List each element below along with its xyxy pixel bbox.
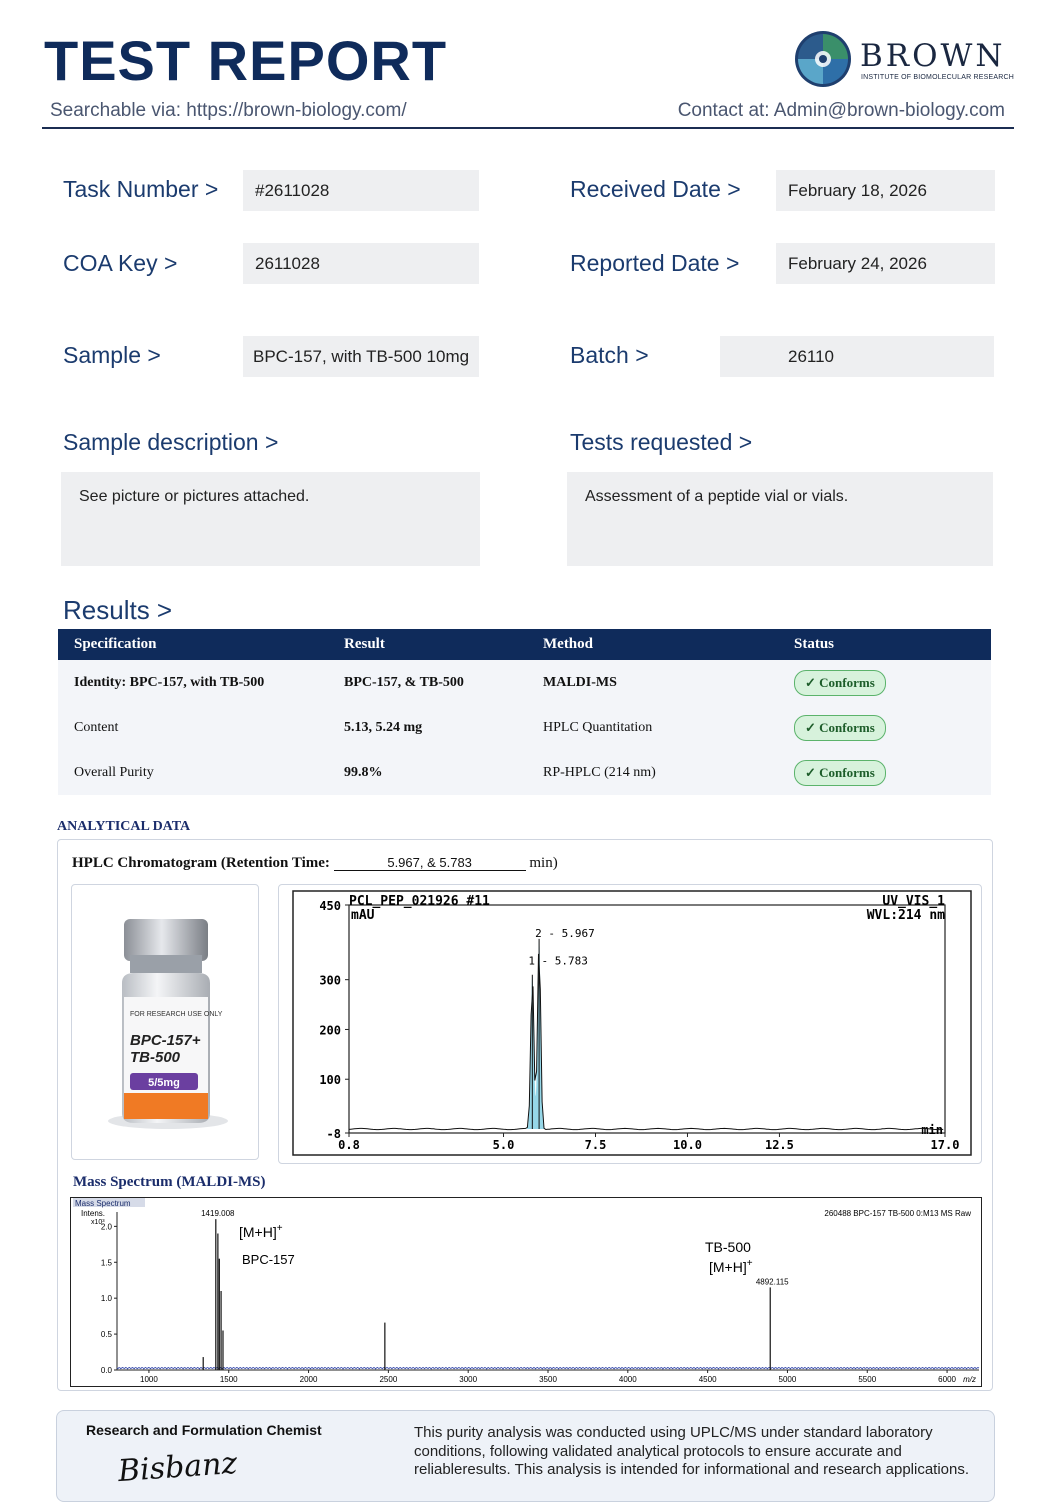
hplc-ylabel: mAU	[351, 908, 375, 923]
ms-title: Mass Spectrum	[75, 1199, 131, 1208]
vial-label-line1: FOR RESEARCH USE ONLY	[130, 1011, 223, 1018]
coa-key-field: 2611028	[243, 243, 479, 284]
col-status: Status	[778, 629, 991, 660]
table-row	[58, 660, 991, 705]
hplc-prefix: HPLC Chromatogram (Retention Time:	[72, 855, 330, 871]
results-table	[58, 629, 991, 795]
report-title: TEST REPORT	[44, 29, 448, 92]
vial-image-panel	[71, 884, 259, 1160]
received-date-label: Received Date >	[570, 176, 741, 202]
hplc-heading	[72, 855, 558, 872]
ms-peak-label: 4892.115	[755, 1277, 789, 1287]
reported-date-label: Reported Date >	[570, 250, 740, 276]
hplc-title: PCL_PEP_021926 #11	[349, 894, 490, 909]
status-badge: ✓ Conforms	[794, 670, 886, 696]
cell-spec: Identity: BPC-157, with TB-500	[58, 660, 328, 705]
status-badge: ✓ Conforms	[794, 760, 886, 786]
chemist-signature: Bisbanz	[116, 1445, 239, 1490]
searchable-url[interactable]: Searchable via: https://brown-biology.com/	[50, 100, 407, 121]
contact-email[interactable]: Contact at: Admin@brown-biology.com	[677, 100, 1005, 121]
ms-chart-panel	[70, 1197, 982, 1387]
hplc-channel: UV_VIS_1	[882, 894, 945, 909]
cell-result: 99.8%	[328, 750, 527, 795]
vial-label-line2: BPC-157+	[130, 1032, 201, 1049]
x-tick-label: 17.0	[930, 1138, 960, 1152]
analytical-data-heading: ANALYTICAL DATA	[57, 819, 191, 834]
vial-label-line3: TB-500	[130, 1049, 181, 1066]
bpc-ion-label: [M+H]+	[239, 1223, 283, 1240]
task-number-label: Task Number >	[63, 176, 219, 202]
y-tick-label: 1.5	[100, 1258, 112, 1268]
x-tick-label: 12.5	[764, 1138, 794, 1152]
col-method: Method	[527, 629, 778, 660]
mass-spectrum	[71, 1198, 981, 1386]
reported-date-field: February 24, 2026	[776, 243, 995, 284]
ms-xlabel: m/z	[963, 1375, 976, 1384]
col-specification: Specification	[58, 629, 328, 660]
hplc-wavelength: WVL:214 nm	[866, 908, 945, 923]
x-tick-label: 2000	[299, 1375, 318, 1384]
received-date-field: February 18, 2026	[776, 170, 995, 211]
y-tick-label: 450	[319, 899, 341, 913]
bpc-name-label: BPC-157	[242, 1252, 295, 1267]
vial-dose: 5/5mg	[148, 1077, 180, 1089]
brown-logo-icon	[794, 30, 852, 88]
status-badge: ✓ Conforms	[794, 715, 886, 741]
hplc-chart-panel	[278, 884, 982, 1164]
x-tick-label: 3500	[539, 1375, 557, 1384]
cell-method: HPLC Quantitation	[527, 705, 778, 750]
cell-spec: Content	[58, 705, 328, 750]
cell-method: RP-HPLC (214 nm)	[527, 750, 778, 795]
ms-ylabel: Intens.	[81, 1209, 106, 1218]
peptide-vial-image	[72, 885, 258, 1159]
y-tick-label: 100	[319, 1073, 341, 1088]
x-tick-label: 10.0	[673, 1138, 702, 1152]
y-tick-label: 300	[319, 973, 341, 988]
x-tick-label: 0.8	[338, 1138, 360, 1152]
y-tick-label: 1.0	[100, 1294, 112, 1304]
peak-label: 1 - 5.783	[528, 954, 588, 968]
x-tick-label: 5.0	[492, 1138, 515, 1152]
y-tick-label: 2.0	[100, 1222, 112, 1232]
y-tick-label: 200	[319, 1023, 341, 1038]
batch-field: 26110	[720, 336, 994, 377]
col-result: Result	[328, 629, 527, 660]
sample-label: Sample >	[63, 342, 161, 368]
ms-baseline	[117, 1368, 979, 1369]
ms-peak-label: 1419.008	[201, 1209, 235, 1219]
x-tick-label: 4000	[618, 1375, 637, 1384]
peak-area	[524, 939, 548, 1129]
ms-yunit: x10³	[91, 1219, 105, 1226]
x-tick-label: 7.5	[584, 1138, 607, 1152]
sample-field: BPC-157, with TB-500 10mg	[243, 336, 479, 377]
cell-result: BPC-157, & TB-500	[328, 660, 527, 705]
x-tick-label: 1000	[140, 1375, 158, 1384]
y-tick-label: 0.5	[100, 1330, 112, 1340]
ms-heading: Mass Spectrum (MALDI-MS)	[73, 1174, 266, 1190]
x-tick-label: 1500	[219, 1375, 238, 1384]
x-tick-label: 3000	[459, 1375, 478, 1384]
brand-subtitle: INSTITUTE OF BIOMOLECULAR RESEARCH	[861, 74, 1015, 81]
tests-requested-label: Tests requested >	[570, 429, 753, 455]
table-row	[58, 750, 991, 795]
task-number-field: #2611028	[243, 170, 479, 211]
tb-name-label: TB-500	[705, 1239, 751, 1255]
y-tick-label: 0.0	[100, 1366, 112, 1375]
results-heading: Results >	[63, 595, 173, 625]
cell-spec: Overall Purity	[58, 750, 328, 795]
x-tick-label: 5500	[858, 1375, 877, 1384]
brand-name: BROWN	[860, 38, 1006, 74]
tests-requested-box: Assessment of a peptide vial or vials.	[567, 472, 993, 566]
cell-result: 5.13, 5.24 mg	[328, 705, 527, 750]
table-row	[58, 705, 991, 750]
y-tick-label: -8	[326, 1127, 341, 1141]
chromatogram-trace	[349, 954, 943, 1130]
sample-description-box: See picture or pictures attached.	[61, 472, 480, 566]
chemist-role: Research and Formulation Chemist	[86, 1422, 322, 1438]
x-tick-label: 5000	[778, 1375, 797, 1384]
batch-label: Batch >	[570, 342, 649, 368]
hplc-suffix: min)	[529, 855, 558, 871]
hplc-chromatogram	[279, 885, 981, 1163]
x-tick-label: 4500	[698, 1375, 717, 1384]
peak-label: 2 - 5.967	[535, 926, 595, 940]
header-divider	[42, 127, 1014, 129]
retention-time-value: 5.967, & 5.783	[334, 855, 526, 871]
ms-header-right: 260488 BPC-157 TB-500 0:M13 MS Raw	[824, 1209, 971, 1218]
cell-method: MALDI-MS	[527, 660, 778, 705]
hplc-xlabel: min	[921, 1123, 943, 1137]
coa-key-label: COA Key >	[63, 250, 178, 276]
x-tick-label: 2500	[379, 1375, 398, 1384]
tb-ion-label: [M+H]+	[709, 1258, 753, 1275]
sample-description-label: Sample description >	[63, 429, 279, 455]
footer-note: This purity analysis was conducted using UPLC/MS under standard laboratory conditions, following validated analytical protocols to ensure accurate and reliableresults. This analysis is intended for informational and research applications.	[414, 1424, 970, 1478]
x-tick-label: 6000	[938, 1375, 956, 1384]
